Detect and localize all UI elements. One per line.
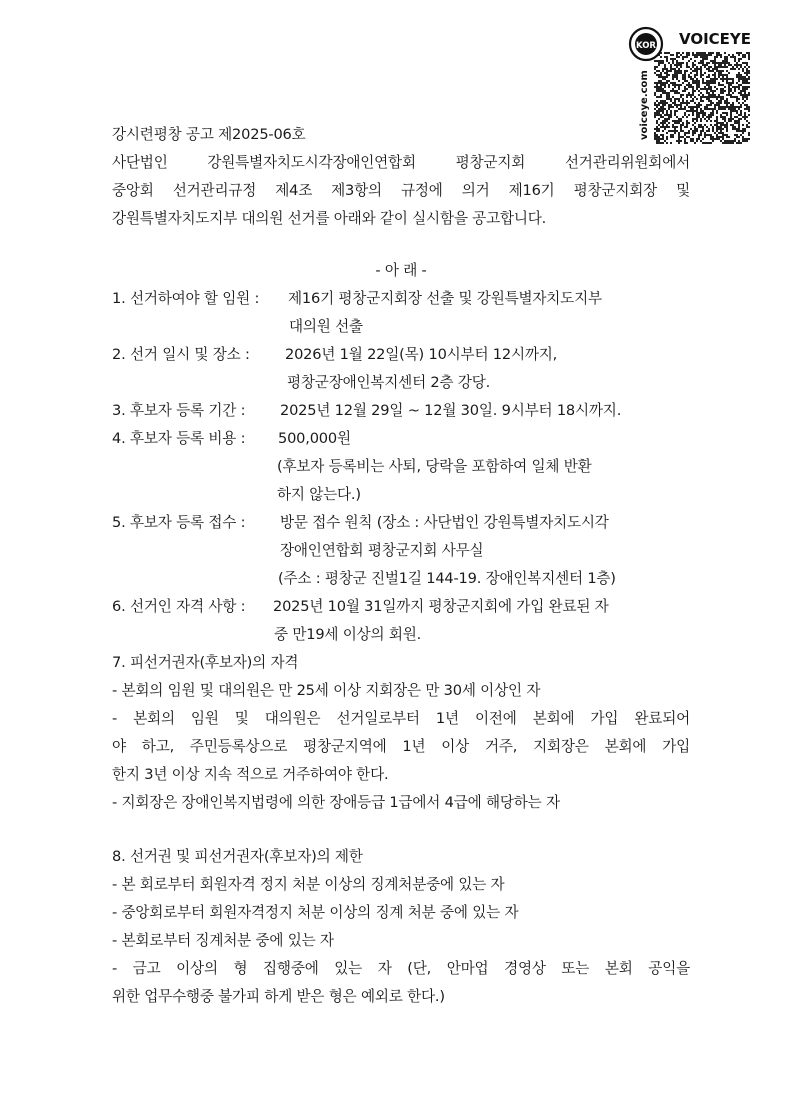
item4-value-line-2: (후보자 등록비는 사퇴, 당락을 포함하여 일체 반환 bbox=[277, 458, 592, 475]
section7-title: 7. 피선거권자(후보자)의 자격 bbox=[112, 654, 299, 671]
voiceye-code[interactable] bbox=[626, 22, 752, 146]
item5-label: 5. 후보자 등록 접수 : bbox=[112, 514, 246, 531]
section8-title: 8. 선거권 및 피선거권자(후보자)의 제한 bbox=[112, 848, 363, 865]
section7-bullet-1: - 본회의 임원 및 대의원은 만 25세 이상 지회장은 만 30세 이상인 자 bbox=[112, 682, 541, 699]
section8-bullet-2: - 중앙회로부터 회원자격정지 처분 이상의 징계 처분 중에 있는 자 bbox=[112, 904, 519, 921]
item2-value-line-2: 평창군장애인복지센터 2층 강당. bbox=[287, 374, 491, 391]
item3-value-line-1: 2025년 12월 29일 ~ 12월 30일. 9시부터 18시까지. bbox=[280, 402, 622, 419]
below-heading: - 아 래 - bbox=[375, 262, 427, 279]
item1-value-line-1: 제16기 평창군지회장 선출 및 강원특별자치도지부 bbox=[288, 290, 602, 307]
section8-bullet-4-line-1: - 금고 이상의 형 집행중에 있는 자 (단, 안마업 경영상 또는 본회 공익을 bbox=[112, 960, 690, 977]
item3-label: 3. 후보자 등록 기간 : bbox=[112, 402, 246, 419]
item4-value-line-1: 500,000원 bbox=[278, 430, 351, 447]
section7-bullet-2-line-1: - 본회의 임원 및 대의원은 선거일로부터 1년 이전에 본회에 가입 완료되어 bbox=[112, 710, 690, 727]
intro-line-1: 사단법인 강원특별자치도시각장애인연합회 평창군지회 선거관리위원회에서 bbox=[112, 154, 690, 171]
voiceye-url-text: voiceye.com bbox=[639, 70, 650, 140]
voiceye-brand-text: VOICEYE bbox=[679, 30, 752, 48]
notice-number: 강시련평창 공고 제2025-06호 bbox=[112, 126, 306, 143]
voiceye-badge-text: KOR bbox=[636, 41, 656, 51]
item1-label: 1. 선거하여야 할 임원 : bbox=[112, 290, 260, 307]
item2-label: 2. 선거 일시 및 장소 : bbox=[112, 346, 250, 363]
section7-bullet-2-line-2: 야 하고, 주민등록상으로 평창군지역에 1년 이상 거주, 지회장은 본회에 가입 bbox=[112, 738, 690, 755]
intro-line-3: 강원특별자치도지부 대의원 선거를 아래와 같이 실시함을 공고합니다. bbox=[112, 210, 547, 227]
item6-value-line-2: 중 만19세 이상의 회원. bbox=[274, 626, 422, 643]
section8-bullet-4-line-2: 위한 업무수행중 불가피 하게 받은 형은 예외로 한다.) bbox=[112, 988, 445, 1005]
item4-label: 4. 후보자 등록 비용 : bbox=[112, 430, 246, 447]
item5-value-line-3: (주소 : 평창군 진벌1길 144-19. 장애인복지센터 1층) bbox=[278, 570, 616, 587]
item5-value-line-2: 장애인연합회 평창군지회 사무실 bbox=[280, 542, 484, 559]
voiceye-code-pattern bbox=[654, 52, 750, 144]
intro-line-2: 중앙회 선거관리규정 제4조 제3항의 규정에 의거 제16기 평창군지회장 및 bbox=[112, 182, 690, 199]
item6-label: 6. 선거인 자격 사항 : bbox=[112, 598, 246, 615]
item5-value-line-1: 방문 접수 원칙 (장소 : 사단법인 강원특별자치도시각 bbox=[280, 514, 609, 531]
item1-value-line-2: 대의원 선출 bbox=[289, 318, 363, 335]
item6-value-line-1: 2025년 10월 31일까지 평창군지회에 가입 완료된 자 bbox=[273, 598, 609, 615]
section8-bullet-3: - 본회로부터 징계처분 중에 있는 자 bbox=[112, 932, 334, 949]
section8-bullet-1: - 본 회로부터 회원자격 정지 처분 이상의 징계처분중에 있는 자 bbox=[112, 876, 505, 893]
item4-value-line-3: 하지 않는다.) bbox=[277, 486, 361, 503]
section7-bullet-3: - 지회장은 장애인복지법령에 의한 장애등급 1급에서 4급에 해당하는 자 bbox=[112, 794, 560, 811]
section7-bullet-2-line-3: 한지 3년 이상 지속 적으로 거주하여야 한다. bbox=[112, 766, 389, 783]
item2-value-line-1: 2026년 1월 22일(목) 10시부터 12시까지, bbox=[285, 346, 558, 363]
